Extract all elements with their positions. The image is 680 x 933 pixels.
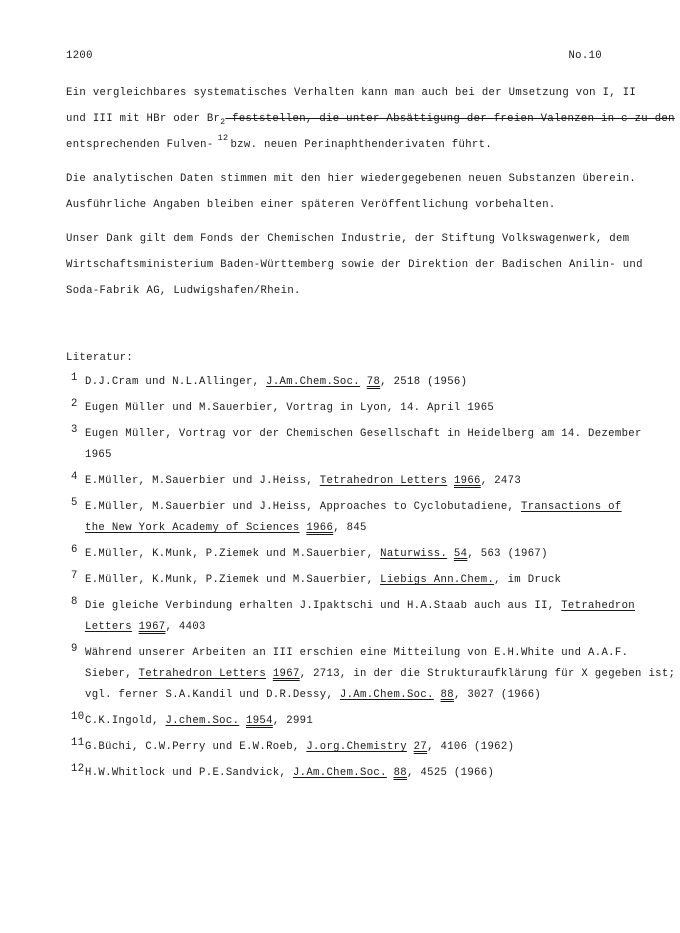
reference-line [85, 596, 635, 617]
paragraph-line: Ein vergleichbares systematisches Verhalten kann man auch bei der Umsetzung von I, II [66, 87, 637, 99]
reference-text: vgl. ferner S.A.Kandil und D.R.Dessy, [85, 689, 340, 701]
subscript: 2 [220, 118, 226, 127]
journal-name: Transactions of [520, 501, 622, 513]
reference-item [66, 497, 626, 539]
paragraph-line [66, 106, 675, 132]
volume-number: 88 [440, 689, 454, 701]
reference-text: E.Müller, M.Sauerbier und J.Heiss, Approaches to Cyclobutadiene, [85, 501, 521, 513]
reference-number: 8 [71, 596, 78, 608]
reference-number: 4 [71, 471, 78, 483]
footnote-marker: 12 [217, 133, 229, 143]
volume-number: 54 [453, 548, 468, 560]
reference-text [387, 767, 394, 779]
journal-name: J.org.Chemistry [306, 741, 407, 753]
reference-text: Eugen Müller und M.Sauerbier, Vortrag in Lyon, 14. April 1965 [85, 402, 495, 414]
paragraph-line: Soda-Fabrik AG, Ludwigshafen/Rhein. [66, 285, 301, 297]
reference-text: Die gleiche Verbindung erhalten J.Ipaktschi und H.A.Staab auch aus II, [85, 600, 562, 612]
reference-number: 11 [71, 737, 85, 749]
reference-text [447, 548, 454, 560]
volume-number: 1966 [453, 475, 481, 487]
paragraph-line [66, 132, 616, 158]
reference-number: 1 [71, 372, 78, 384]
paragraph-line: Unser Dank gilt dem Fonds der Chemischen Industrie, der Stiftung Volkswagenwerk, dem [66, 233, 630, 245]
reference-line [85, 570, 626, 591]
reference-text: E.Müller, K.Munk, P.Ziemek und M.Sauerbier, [85, 574, 381, 586]
reference-line [85, 711, 626, 732]
reference-text [434, 689, 441, 701]
reference-line [85, 737, 626, 758]
page-number: 1200 [66, 50, 93, 62]
journal-name: Tetrahedron Letters [319, 475, 448, 487]
reference-text: C.K.Ingold, [85, 715, 166, 727]
reference-text [266, 668, 273, 680]
issue-number: No.10 [568, 50, 602, 62]
reference-text: , 4403 [165, 621, 206, 633]
reference-text: D.J.Cram und N.L.Allinger, [85, 376, 267, 388]
journal-name: J.chem.Soc. [165, 715, 240, 727]
reference-item [66, 544, 626, 565]
reference-number: 3 [71, 424, 78, 436]
literature-heading: Literatur: [66, 352, 134, 364]
journal-name: Tetrahedron [561, 600, 635, 612]
reference-number: 12 [71, 763, 85, 775]
reference-text: , 2713, in der die Strukturaufklärung für X gegeben ist; [299, 668, 676, 680]
reference-line [85, 544, 626, 565]
paragraph-line: Die analytischen Daten stimmen mit den hier wiedergegebenen neuen Substanzen überein. [66, 173, 637, 185]
reference-line [85, 518, 626, 539]
reference-number: 2 [71, 398, 78, 410]
reference-text: Eugen Müller, Vortrag vor der Chemischen Gesellschaft in Heidelberg am 14. Dezember [85, 428, 642, 440]
reference-text: , im Druck [494, 574, 562, 586]
volume-number: 88 [393, 767, 407, 779]
reference-item [66, 711, 626, 732]
reference-line [85, 664, 676, 685]
reference-text: , 845 [333, 522, 367, 534]
reference-line [85, 372, 626, 393]
reference-item [66, 424, 642, 466]
reference-line [85, 617, 626, 638]
journal-name: Naturwiss. [380, 548, 448, 560]
reference-item [66, 570, 626, 591]
reference-number: 5 [71, 497, 78, 509]
volume-number: 1966 [306, 522, 334, 534]
paragraph-line: Ausführliche Angaben bleiben einer späteren Veröffentlichung vorbehalten. [66, 199, 556, 211]
reference-text: Sieber, [85, 668, 139, 680]
reference-text [360, 376, 367, 388]
reference-text: , 4525 (1966) [406, 767, 495, 779]
line-text: und III mit HBr oder Br [66, 113, 221, 125]
reference-text: E.Müller, M.Sauerbier und J.Heiss, [85, 475, 320, 487]
reference-line [85, 685, 626, 706]
journal-name: the New York Academy of Sciences [85, 522, 300, 534]
reference-line [85, 445, 626, 466]
journal-name: J.Am.Chem.Soc. [339, 689, 434, 701]
volume-number: 1967 [138, 621, 166, 633]
reference-number: 10 [71, 711, 85, 723]
reference-text: G.Büchi, C.W.Perry und E.W.Roeb, [85, 741, 307, 753]
reference-text: , 563 (1967) [467, 548, 548, 560]
reference-line [85, 497, 626, 518]
reference-text: , 2991 [272, 715, 314, 727]
volume-number: 1954 [246, 715, 273, 727]
paragraph-gap [66, 158, 616, 166]
reference-line [85, 424, 642, 445]
reference-text: , 4106 (1962) [427, 741, 515, 753]
reference-text: , 3027 (1966) [453, 689, 542, 701]
reference-list [66, 372, 676, 789]
journal-name: Tetrahedron Letters [138, 668, 267, 680]
reference-text [132, 621, 139, 633]
journal-name: Liebigs Ann.Chem. [380, 574, 495, 586]
reference-text: Während unserer Arbeiten an III erschien eine Mitteilung von E.H.White und A.A.F. [85, 647, 629, 659]
journal-name: J.Am.Chem.Soc. [292, 767, 387, 779]
reference-item [66, 398, 626, 419]
reference-number: 9 [71, 643, 78, 655]
paragraph-2 [66, 166, 637, 218]
paragraph-3 [66, 226, 643, 304]
paragraph-gap [66, 218, 616, 226]
volume-number: 1967 [272, 668, 300, 680]
reference-line [85, 471, 626, 492]
paragraph-1 [66, 80, 675, 158]
reference-item [66, 372, 626, 393]
reference-text: E.Müller, K.Munk, P.Ziemek und M.Sauerbier, [85, 548, 381, 560]
reference-item [66, 596, 635, 638]
journal-name: Letters [85, 621, 132, 633]
reference-number: 7 [71, 570, 78, 582]
volume-number: 78 [366, 376, 381, 388]
struck-text: feststellen, die unter Absättigung der freien Valenzen in c zu den [225, 113, 675, 125]
reference-item [66, 763, 626, 784]
reference-item [66, 471, 626, 492]
reference-text [239, 715, 246, 727]
reference-text [407, 741, 414, 753]
reference-item [66, 643, 676, 706]
reference-text: 1965 [85, 449, 112, 461]
reference-line [85, 643, 629, 664]
volume-number: 27 [413, 741, 428, 753]
reference-text [447, 475, 454, 487]
journal-name: J.Am.Chem.Soc. [266, 376, 361, 388]
line-text: entsprechenden Fulven- [66, 139, 214, 151]
reference-item [66, 737, 626, 758]
reference-line [85, 398, 626, 419]
reference-text: H.W.Whitlock und P.E.Sandvick, [85, 767, 293, 779]
reference-text: , 2473 [480, 475, 522, 487]
line-text: bzw. neuen Perinaphthenderivaten führt. [230, 139, 493, 151]
body-text [66, 80, 675, 304]
reference-line [85, 763, 626, 784]
paragraph-line: Wirtschaftsministerium Baden-Württemberg sowie der Direktion der Badischen Anilin- und [66, 259, 643, 271]
reference-text: , 2518 (1956) [380, 376, 468, 388]
reference-number: 6 [71, 544, 78, 556]
